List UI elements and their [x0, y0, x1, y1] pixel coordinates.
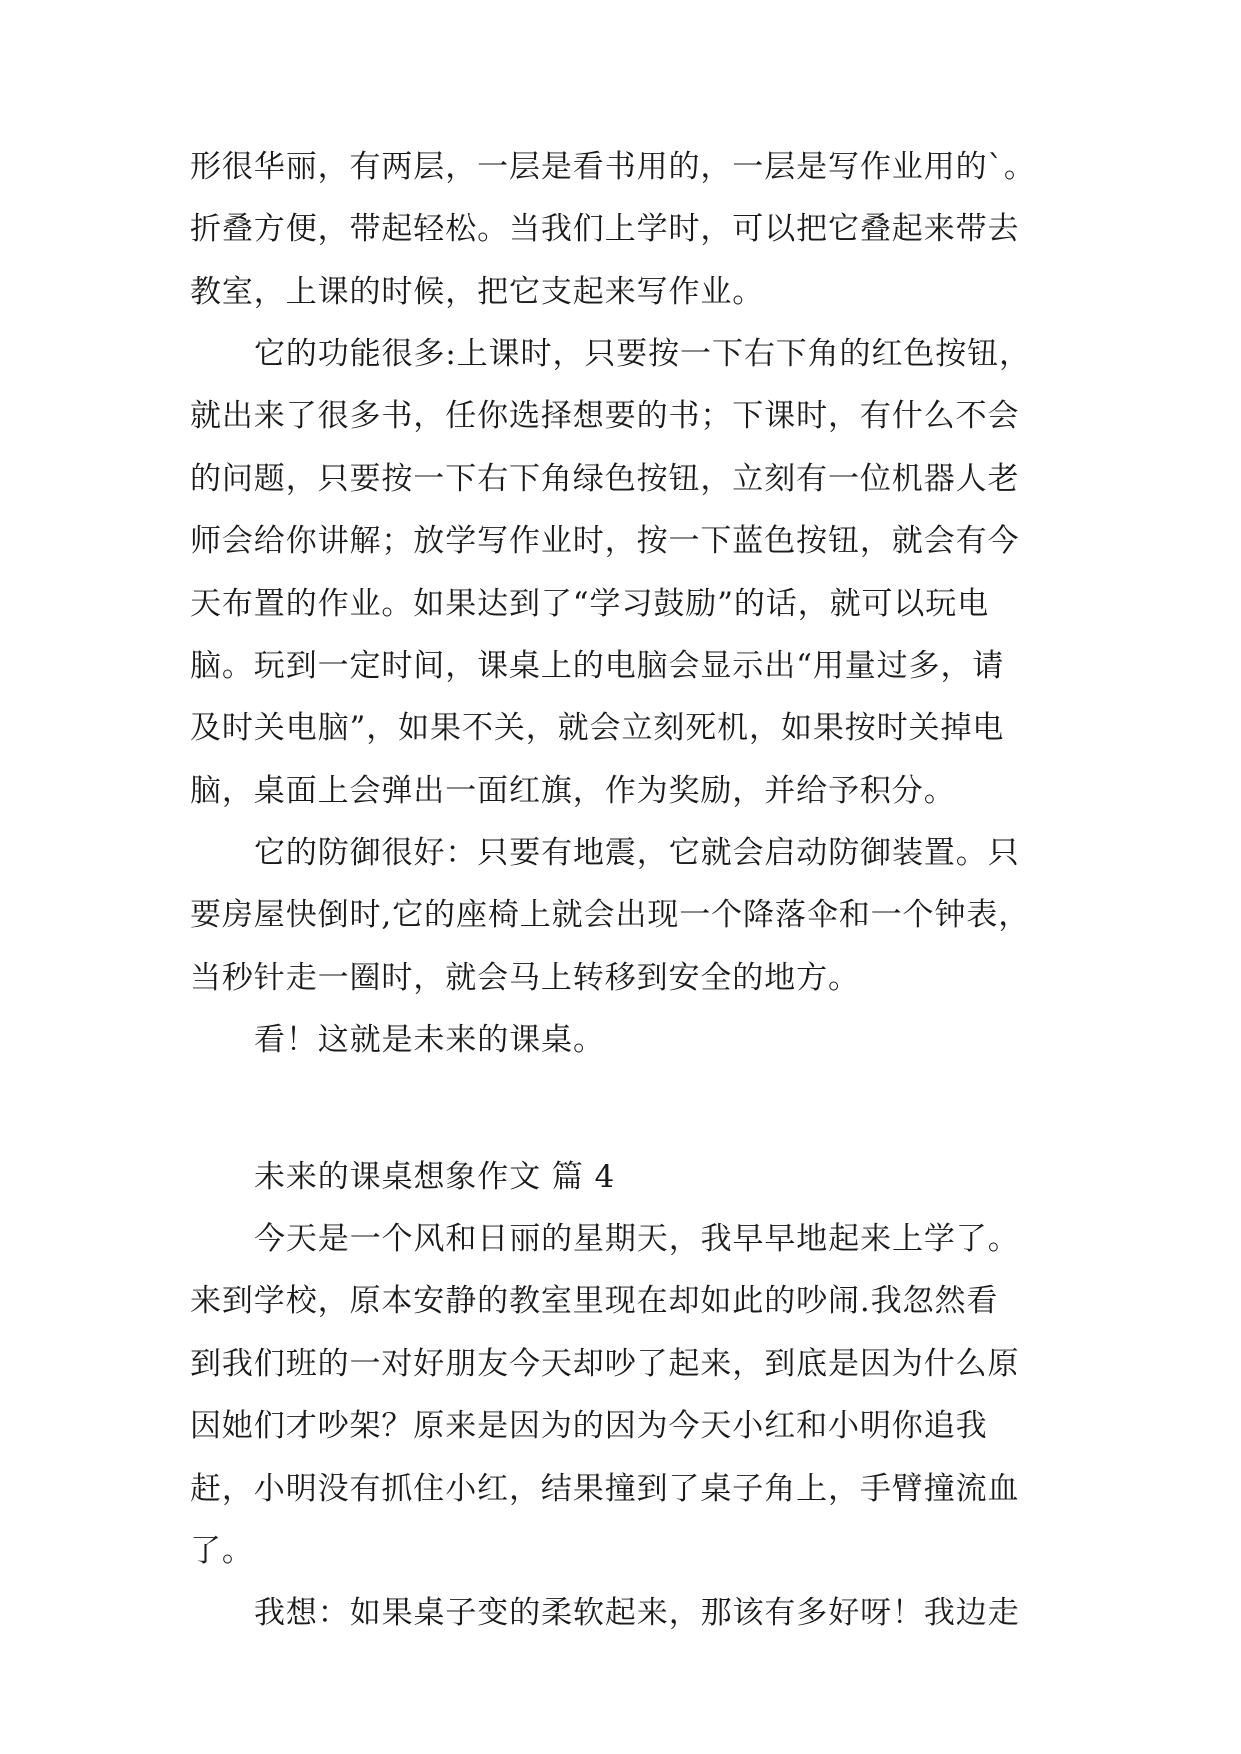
text-line: 来到学校，原本安静的教室里现在却如此的吵闹.我忽然看	[190, 1283, 999, 1320]
text-line: 脑，桌面上会弹出一面红旗，作为奖励，并给予积分。	[190, 772, 956, 809]
text-line: 师会给你讲解；放学写作业时，按一下蓝色按钮，就会有今	[190, 523, 1020, 560]
text-line: 就出来了很多书，任你选择想要的书；下课时，有什么不会	[190, 398, 1020, 435]
text-line: 要房屋快倒时,它的座椅上就会出现一个降落伞和一个钟表，	[190, 897, 1031, 934]
text-line: 看！这就是未来的课桌。	[254, 1022, 605, 1058]
paragraph-closing	[190, 1009, 1070, 1071]
text-line: 到我们班的一对好朋友今天却吵了起来，到底是因为什么原	[190, 1345, 1020, 1382]
text-line: 脑。玩到一定时间，课桌上的电脑会显示出“用量过多，请	[190, 647, 1005, 684]
paragraph-desk-shape	[190, 136, 1070, 323]
paragraph-essay4-wish	[190, 1582, 1070, 1644]
paragraph-desk-defense	[190, 822, 1070, 1009]
paragraph-essay4-intro	[190, 1208, 1070, 1582]
text-line: 折叠方便，带起轻松。当我们上学时，可以把它叠起来带去	[190, 211, 1020, 248]
text-line: 的问题，只要按一下右下角绿色按钮，立刻有一位机器人老	[190, 460, 1020, 497]
text-line: 它的防御很好：只要有地震，它就会启动防御装置。只	[254, 835, 1020, 871]
text-line: 了。	[190, 1532, 254, 1569]
text-line: 今天是一个风和日丽的星期天，我早早地起来上学了。	[254, 1221, 1020, 1257]
text-line: 当秒针走一圈时，就会马上转移到安全的地方。	[190, 959, 860, 996]
text-line: 形很华丽，有两层，一层是看书用的，一层是写作业用的`。	[190, 149, 1036, 185]
text-line: 它的功能很多:上课时，只要按一下右下角的红色按钮，	[254, 336, 1031, 372]
text-line: 因她们才吵架？原来是因为的因为今天小红和小明你追我	[190, 1408, 988, 1445]
text-line: 赶，小明没有抓住小红，结果撞到了桌子角上，手臂撞流血	[190, 1470, 1020, 1507]
section-heading-block	[190, 1146, 1070, 1208]
text-line: 及时关电脑”，如果不关，就会立刻死机，如果按时关掉电	[190, 710, 1005, 747]
text-line: 教室，上课的时候，把它支起来写作业。	[190, 273, 765, 310]
paragraph-desk-functions	[190, 323, 1070, 822]
section-heading: 未来的课桌想象作文 篇 4	[254, 1159, 616, 1195]
text-line: 天布置的作业。如果达到了“学习鼓励”的话，就可以玩电	[190, 585, 990, 622]
text-line: 我想：如果桌子变的柔软起来，那该有多好呀！我边走	[254, 1595, 1020, 1631]
